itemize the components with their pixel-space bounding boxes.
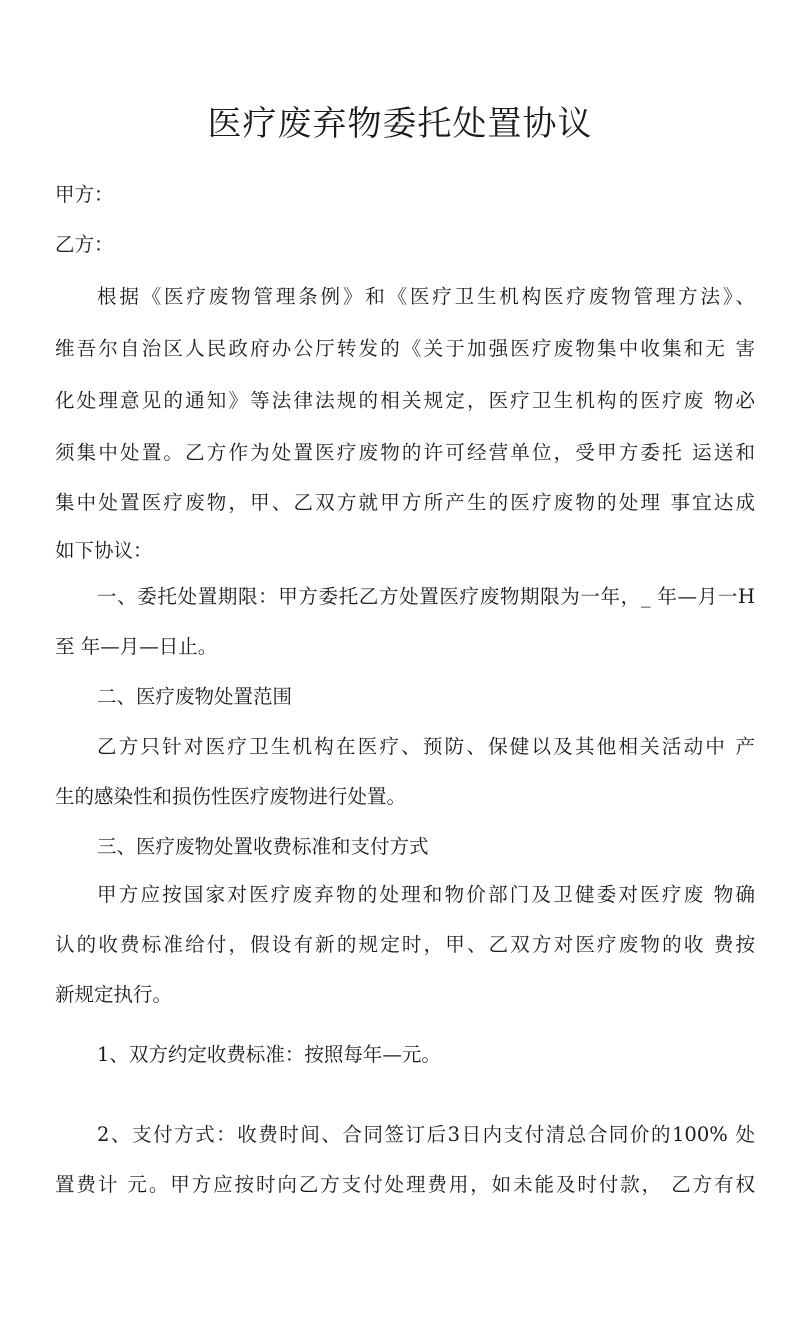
- document-title: 医疗废弃物委托处置协议: [207, 104, 593, 144]
- intro-line-5: 集中处置医疗废物，甲、乙双方就甲方所产生的医疗废物的处理 事宜达成: [55, 491, 755, 514]
- section2-line-1: 乙方只针对医疗卫生机构在医疗、预防、保健以及其他相关活动中 产: [97, 735, 755, 758]
- intro-line-6: 如下协议：: [55, 539, 153, 562]
- section1-line-2: 至 年—月—日止。: [55, 635, 218, 658]
- intro-line-3: 化处理意见的通知》等法律法规的相关规定，医疗卫生机构的医疗废 物必: [55, 389, 755, 412]
- intro-line-4: 须集中处置。乙方作为处置医疗废物的许可经营单位，受甲方委托 运送和: [55, 441, 755, 464]
- party-a-label: 甲方：: [55, 183, 114, 206]
- party-b-label: 乙方：: [55, 233, 114, 256]
- intro-line-1: 根据《医疗废物管理条例》和《医疗卫生机构医疗废物管理方法》、: [97, 285, 755, 308]
- section2-heading: 二、医疗废物处置范围: [97, 685, 293, 708]
- section3-item-1: 1、双方约定收费标准：按照每年—元。: [97, 1043, 441, 1066]
- section3-heading: 三、医疗废物处置收费标准和支付方式: [97, 835, 429, 858]
- section3-item-2-line-1: 2、支付方式：收费时间、合同签订后3日内支付清总合同价的100% 处: [97, 1123, 755, 1146]
- section3-line-3: 新规定执行。: [55, 983, 173, 1006]
- intro-line-2: 维吾尔自治区人民政府办公厅转发的《关于加强医疗废物集中收集和无 害: [55, 337, 755, 360]
- section3-item-2-line-2: 置费计 元。甲方应按时向乙方支付处理费用，如未能及时付款， 乙方有权: [55, 1173, 755, 1196]
- section3-line-2: 认的收费标准给付，假设有新的规定时，甲、乙双方对医疗废物的收 费按: [55, 933, 755, 956]
- section3-line-1: 甲方应按国家对医疗废弃物的处理和物价部门及卫健委对医疗废 物确: [97, 883, 755, 906]
- section2-line-2: 生的感染性和损伤性医疗废物进行处置。: [55, 785, 407, 808]
- section1-line-1: 一、委托处置期限：甲方委托乙方处置医疗废物期限为一年，_ 年—月一H: [97, 585, 755, 608]
